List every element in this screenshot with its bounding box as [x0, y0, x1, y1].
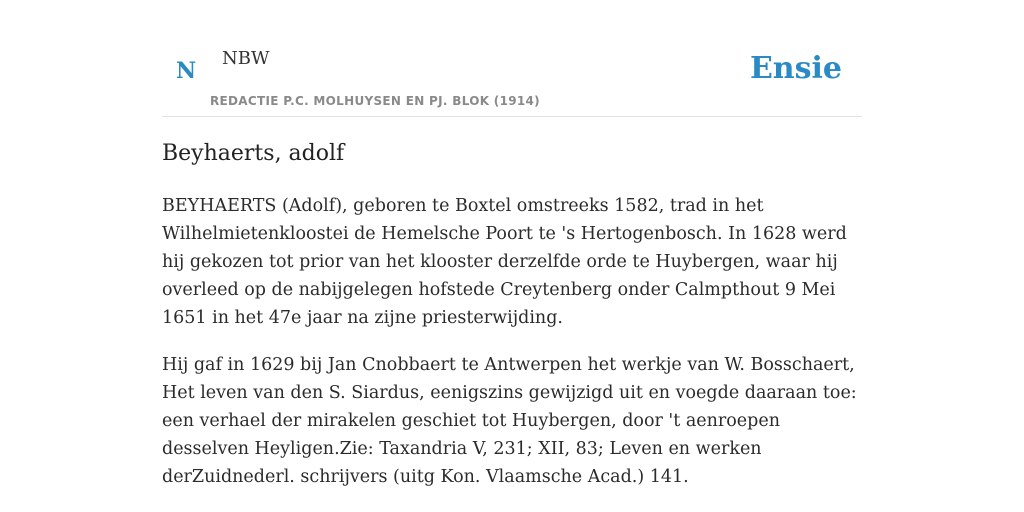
- entry-paragraph: BEYHAERTS (Adolf), geboren te Boxtel omstreeks 1582, trad in het Wilhelmietenkloostei de Hemelsche Poort te 's Hertogenbosch. In 1628 werd hij gekozen tot prior van het klooster derzelfde orde te Huybergen, waar hij overleed op de nabijgelegen hofstede Creytenberg onder Calmpthout 9 Mei 1651 in het 47e jaar na zijne priesterwijding.: [162, 196, 847, 328]
- ensie-logo-link[interactable]: Ensie: [749, 51, 842, 86]
- entry-paragraph: Hij gaf in 1629 bij Jan Cnobbaert te Antwerpen het werkje van W. Bosschaert, Het leven van den S. Siardus, eenigszins gewijzigd uit en voegde daaraan toe: een verhael der mirakelen geschiet tot Huybergen, door 't aenroepen desselven Heyligen.Zie: Taxandria V, 231; XII, 83; Leven en werken derZuidnederl. schrijvers (uitg Kon. Vlaamsche Acad.) 141.: [162, 355, 857, 487]
- article-page: [162, 0, 862, 512]
- source-logo[interactable]: N: [176, 58, 197, 84]
- source-subtitle: REDACTIE P.C. MOLHUYSEN EN PJ. BLOK (1914): [210, 94, 540, 108]
- source-abbreviation[interactable]: NBW: [222, 48, 270, 69]
- entry-title: Beyhaerts, adolf: [162, 141, 345, 166]
- entry-body: [162, 192, 867, 510]
- source-header: [162, 0, 862, 117]
